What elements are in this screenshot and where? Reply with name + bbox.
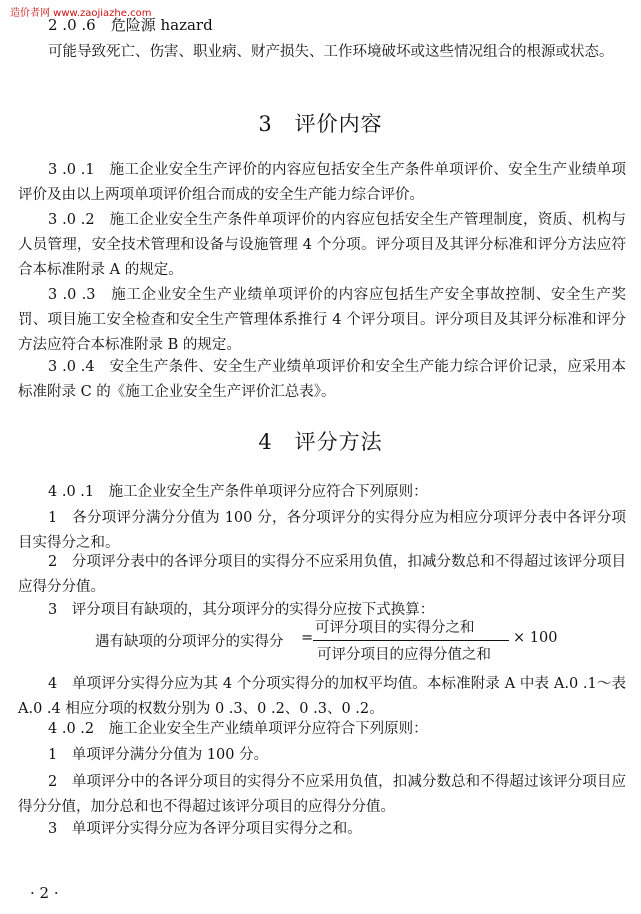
clause-4-0-2: 4 .0 .2 施工企业安全生产业绩单项评分应符合下列原则： <box>48 721 428 737</box>
clause-4-0-1: 4 .0 .1 施工企业安全生产条件单项评分应符合下列原则： <box>48 484 428 500</box>
clause-2-0-6-definition: 可能导致死亡、伤害、职业病、财产损失、工作环境破坏或这些情况组合的根源或状态。 <box>48 44 614 60</box>
rule-4-0-2-item-1: 1 单项评分满分分值为 100 分。 <box>48 747 269 763</box>
score-conversion-formula <box>95 616 575 662</box>
formula-equals-sign: = <box>301 630 314 646</box>
formula-multiplier: × 100 <box>513 630 558 646</box>
clause-2-0-6-heading: 2 .0 .6 危险源 hazard <box>48 16 213 34</box>
clause-3-0-2: 3 .0 .2 施工企业安全生产条件单项评价的内容应包括安全生产管理制度，资质、机构与人员管理，安全技术管理和设备与设施管理 4 个分项。评分项目及其评分标准和评分方法应符合本标准附录 A 的规定。 <box>18 212 626 278</box>
formula-numerator: 可评分项目的实得分之和 <box>315 620 475 636</box>
clause-3-0-1: 3 .0 .1 施工企业安全生产评价的内容应包括安全生产条件单项评价、安全生产业绩单项评价及由以上两项单项评价组合而成的安全生产能力综合评价。 <box>18 162 626 203</box>
rule-4-0-1-item-4: 4 单项评分实得分应为其 4 个分项实得分的加权平均值。本标准附录 A 中表 A.0 .1～表 A.0 .4 相应分项的权数分别为 0 .3、0 .2、0 .3、0 .2。 <box>18 676 626 717</box>
rule-4-0-2-item-3: 3 单项评分实得分应为各评分项目实得分之和。 <box>48 821 362 837</box>
chapter-3-title: 3 评价内容 <box>258 112 383 136</box>
clause-3-0-3: 3 .0 .3 施工企业安全生产业绩单项评价的内容应包括生产安全事故控制、安全生产奖罚、项目施工安全检查和安全生产管理体系推行 4 个评分项目。评分项目及其评分标准和评分方法应符合本标准附录 B 的规定。 <box>18 287 626 353</box>
rule-4-0-1-item-2: 2 分项评分表中的各评分项目的实得分不应采用负值，扣减分数总和不得超过该评分项目应得分分值。 <box>18 554 626 595</box>
rule-4-0-1-item-1: 1 各分项评分满分分值为 100 分，各分项评分的实得分应为相应分项评分表中各评分项目实得分之和。 <box>18 510 626 551</box>
formula-left-side: 遇有缺项的分项评分的实得分 <box>95 634 284 650</box>
page-number: · 2 · <box>30 884 59 902</box>
clause-3-0-4: 3 .0 .4 安全生产条件、安全生产业绩单项评价和安全生产能力综合评价记录，应采用本标准附录 C 的《施工企业安全生产评价汇总表》。 <box>18 359 626 400</box>
rule-4-0-1-item-3: 3 评分项目有缺项的，其分项评分的实得分应按下式换算： <box>48 602 435 618</box>
formula-denominator: 可评分项目的应得分值之和 <box>317 647 491 663</box>
rule-4-0-2-item-2: 2 单项评分中的各评分项目的实得分不应采用负值，扣减分数总和不得超过该评分项目应得分分值，加分总和也不得超过该评分项目的应得分分值。 <box>18 774 626 815</box>
formula-fraction-bar <box>313 640 509 641</box>
chapter-4-title: 4 评分方法 <box>258 430 383 454</box>
site-watermark: 造价者网 www.zaojiazhe.com <box>10 8 152 19</box>
